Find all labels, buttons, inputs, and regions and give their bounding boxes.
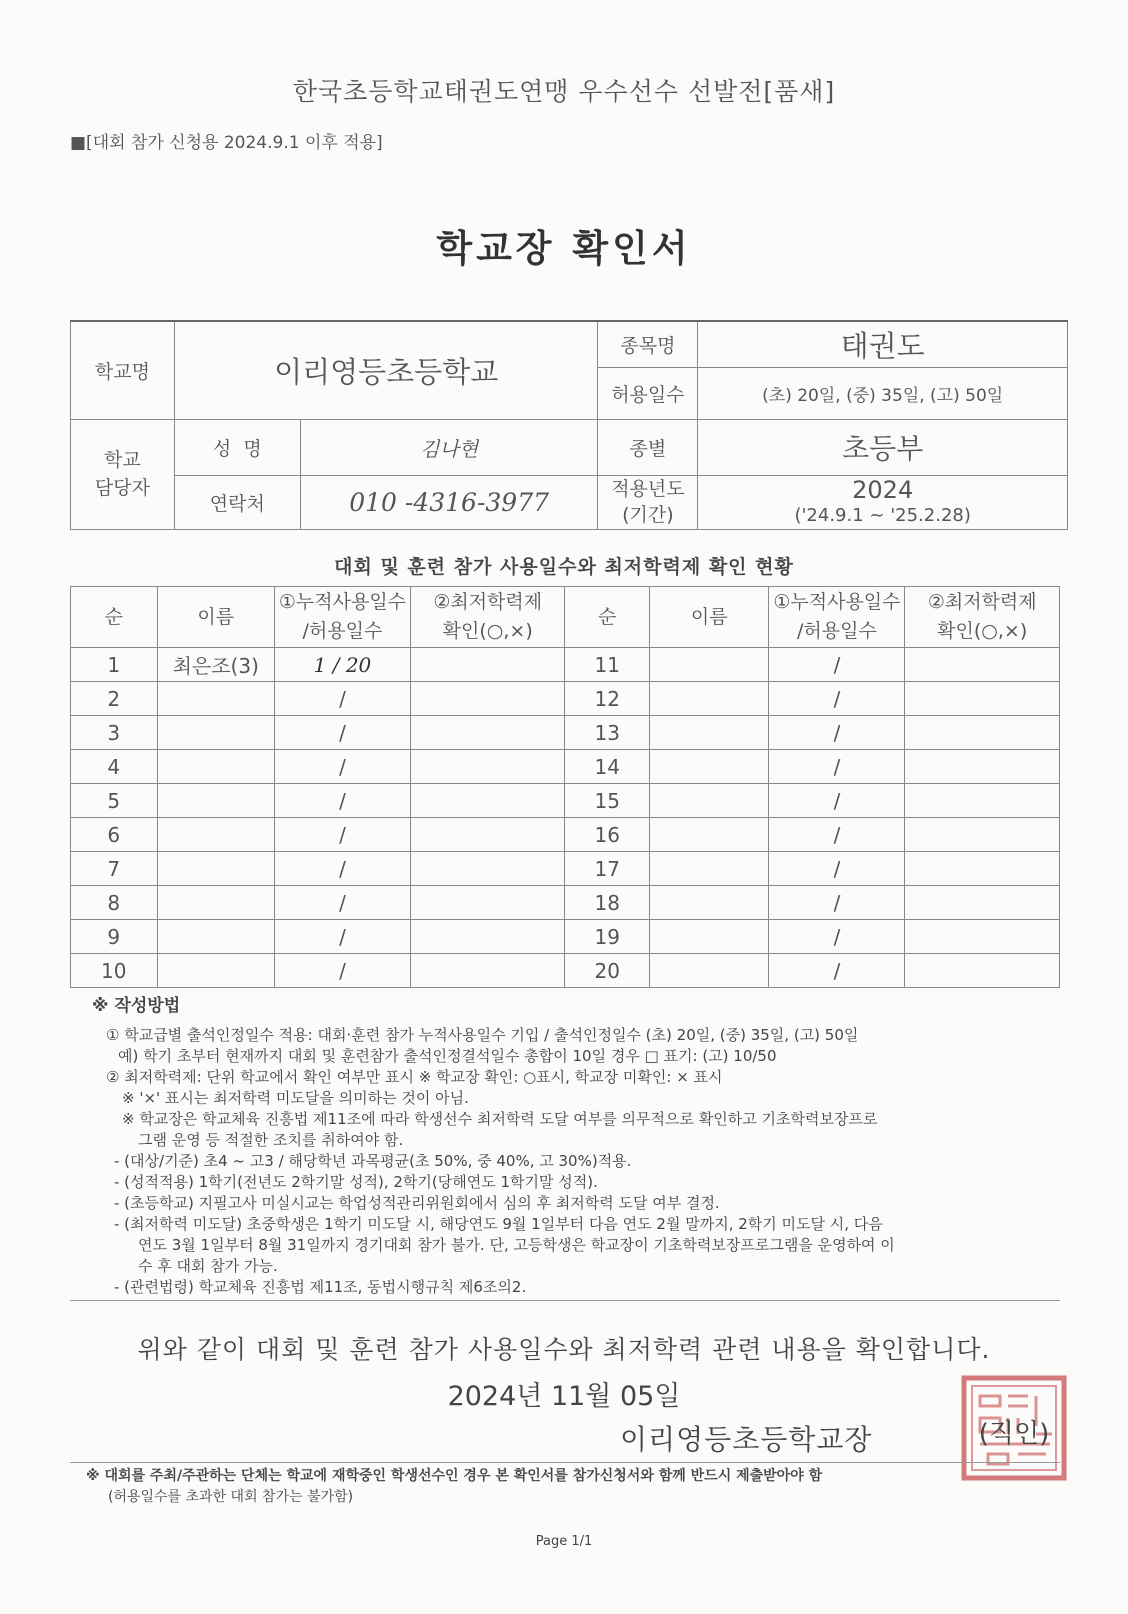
allowed-days-label: 허용일수 bbox=[598, 367, 698, 419]
name-value: 김나현 bbox=[300, 419, 598, 475]
year-value: 2024 bbox=[852, 476, 914, 504]
confirm-text: 위와 같이 대회 및 훈련 참가 사용일수와 최저학력 관련 내용을 확인합니다. bbox=[137, 1335, 991, 1364]
academic-check bbox=[410, 852, 565, 886]
academic-check bbox=[905, 716, 1060, 750]
student-name bbox=[649, 750, 769, 784]
notes-lines bbox=[92, 1025, 992, 1298]
used-days: / bbox=[274, 682, 410, 716]
note-line: 예) 학기 초부터 현재까지 대회 및 훈련참가 출석인정결석일수 총합이 10일 경우 □ 표기: (고) 10/50 bbox=[118, 1047, 777, 1065]
header-days: ①누적사용일수 /허용일수 bbox=[769, 587, 905, 648]
academic-check bbox=[905, 784, 1060, 818]
date-text: 2024년 11월 05일 bbox=[447, 1381, 681, 1412]
used-days: / bbox=[769, 716, 905, 750]
student-name bbox=[649, 716, 769, 750]
academic-check bbox=[410, 648, 565, 682]
student-name bbox=[157, 682, 274, 716]
header-check: ②최저학력제 확인(○,×) bbox=[410, 587, 565, 648]
table-row bbox=[71, 784, 1060, 818]
note-line: ※ '×' 표시는 최저학력 미도달을 의미하는 것이 아님. bbox=[122, 1089, 469, 1107]
row-number: 10 bbox=[71, 954, 158, 988]
academic-check bbox=[905, 954, 1060, 988]
note-line: - (관련법령) 학교체육 진흥법 제11조, 동법시행규칙 제6조의2. bbox=[114, 1278, 527, 1296]
page-number: Page 1/1 bbox=[535, 1534, 593, 1549]
org-title: 한국초등학교태권도연맹 우수선수 선발전[품새] bbox=[292, 77, 836, 106]
table-row bbox=[71, 716, 1060, 750]
row-number: 9 bbox=[71, 920, 158, 954]
used-days: / bbox=[769, 682, 905, 716]
row-number: 3 bbox=[71, 716, 158, 750]
manager-label: 학교 담당자 bbox=[71, 419, 175, 529]
used-days: / bbox=[274, 954, 410, 988]
used-days: / bbox=[274, 818, 410, 852]
header-no: 순 bbox=[71, 587, 158, 648]
name-label: 성 명 bbox=[174, 419, 300, 475]
row-number: 11 bbox=[565, 648, 649, 682]
student-name bbox=[157, 716, 274, 750]
principal-name: 이리영등초등학교장 bbox=[620, 1423, 873, 1456]
school-value: 이리영등초등학교 bbox=[174, 321, 598, 419]
subtitle: ■[대회 참가 신청용 2024.9.1 이후 적용] bbox=[70, 133, 383, 153]
note-line: - (성적적용) 1학기(전년도 2학기말 성적), 2학기(당해연도 1학기말 성적). bbox=[114, 1173, 598, 1191]
usage-table bbox=[70, 586, 1060, 988]
allowed-days-value: (초) 20일, (중) 35일, (고) 50일 bbox=[698, 367, 1068, 419]
table-row bbox=[71, 920, 1060, 954]
used-days: / bbox=[274, 920, 410, 954]
table-header-row bbox=[71, 587, 1060, 648]
used-days: / bbox=[769, 886, 905, 920]
academic-check bbox=[905, 818, 1060, 852]
student-name bbox=[649, 852, 769, 886]
header-check: ②최저학력제 확인(○,×) bbox=[905, 587, 1060, 648]
school-label: 학교명 bbox=[71, 321, 175, 419]
academic-check bbox=[410, 784, 565, 818]
year-period: ('24.9.1 ~ '25.2.28) bbox=[794, 505, 971, 526]
student-name bbox=[157, 920, 274, 954]
academic-check bbox=[410, 750, 565, 784]
academic-check bbox=[410, 716, 565, 750]
used-days: 1 / 20 bbox=[274, 648, 410, 682]
used-days: / bbox=[769, 954, 905, 988]
row-number: 20 bbox=[565, 954, 649, 988]
header-name: 이름 bbox=[157, 587, 274, 648]
student-name bbox=[157, 886, 274, 920]
table-row bbox=[71, 750, 1060, 784]
student-name bbox=[649, 920, 769, 954]
note-line: 그램 운영 등 적절한 조치를 취하여야 함. bbox=[138, 1131, 404, 1149]
academic-check bbox=[905, 682, 1060, 716]
used-days: / bbox=[274, 852, 410, 886]
event-label: 종목명 bbox=[598, 321, 698, 367]
academic-check bbox=[905, 852, 1060, 886]
student-name bbox=[649, 682, 769, 716]
student-name bbox=[649, 886, 769, 920]
note-line: ※ 학교장은 학교체육 진흥법 제11조에 따라 학생선수 최저학력 도달 여부를 의무적으로 확인하고 기초학력보장프로 bbox=[122, 1110, 878, 1128]
row-number: 18 bbox=[565, 886, 649, 920]
used-days: / bbox=[769, 750, 905, 784]
used-days: / bbox=[274, 750, 410, 784]
divider bbox=[70, 1300, 1060, 1301]
contact-label: 연락처 bbox=[174, 475, 300, 529]
note-line: - (초등학교) 지필고사 미실시교는 학업성적관리위원회에서 심의 후 최저학력 도달 여부 결정. bbox=[114, 1194, 720, 1212]
academic-check bbox=[410, 682, 565, 716]
document-title: 학교장 확인서 bbox=[436, 227, 692, 270]
academic-check bbox=[410, 886, 565, 920]
row-number: 6 bbox=[71, 818, 158, 852]
row-number: 12 bbox=[565, 682, 649, 716]
student-name bbox=[157, 784, 274, 818]
student-name bbox=[649, 818, 769, 852]
note-line: ① 학교급별 출석인정일수 적용: 대회·훈련 참가 누적사용일수 기입 / 출석인정일수 (초) 20일, (중) 35일, (고) 50일 bbox=[106, 1026, 859, 1044]
student-name bbox=[649, 954, 769, 988]
table-row bbox=[71, 648, 1060, 682]
note-line: ② 최저학력제: 단위 학교에서 확인 여부만 표시 ※ 학교장 확인: ○표시, 학교장 미확인: × 표시 bbox=[106, 1068, 723, 1086]
header-name: 이름 bbox=[649, 587, 769, 648]
row-number: 14 bbox=[565, 750, 649, 784]
academic-check bbox=[410, 954, 565, 988]
division-label: 종별 bbox=[598, 419, 698, 475]
student-name bbox=[649, 648, 769, 682]
academic-check bbox=[410, 920, 565, 954]
student-name bbox=[157, 750, 274, 784]
used-days: / bbox=[274, 716, 410, 750]
note-line: 연도 3월 1일부터 8월 31일까지 경기대회 참가 불가. 단, 고등학생은 학교장이 기초학력보장프로그램을 운영하여 이 bbox=[138, 1236, 895, 1254]
student-name: 최은조(3) bbox=[157, 648, 274, 682]
row-number: 19 bbox=[565, 920, 649, 954]
student-name bbox=[157, 852, 274, 886]
table-row bbox=[71, 886, 1060, 920]
divider bbox=[70, 1462, 1060, 1463]
seal-label: (직인) bbox=[978, 1419, 1050, 1449]
event-value: 태권도 bbox=[698, 321, 1068, 367]
student-name bbox=[157, 954, 274, 988]
header-no: 순 bbox=[565, 587, 649, 648]
academic-check bbox=[905, 886, 1060, 920]
writing-instructions bbox=[92, 996, 992, 1298]
row-number: 2 bbox=[71, 682, 158, 716]
student-name bbox=[157, 818, 274, 852]
used-days: / bbox=[769, 784, 905, 818]
row-number: 8 bbox=[71, 886, 158, 920]
used-days: / bbox=[769, 920, 905, 954]
row-number: 15 bbox=[565, 784, 649, 818]
table-row bbox=[71, 818, 1060, 852]
row-number: 1 bbox=[71, 648, 158, 682]
table-row bbox=[71, 954, 1060, 988]
used-days: / bbox=[274, 886, 410, 920]
division-value: 초등부 bbox=[698, 419, 1068, 475]
student-name bbox=[649, 784, 769, 818]
used-days: / bbox=[769, 648, 905, 682]
notes-title: ※ 작성방법 bbox=[92, 996, 181, 1016]
academic-check bbox=[905, 648, 1060, 682]
info-table bbox=[70, 320, 1068, 530]
footnote bbox=[86, 1466, 1046, 1508]
footnote-line: ※ 대회를 주최/주관하는 단체는 학교에 재학중인 학생선수인 경우 본 확인서를 참가신청서와 함께 반드시 제출받아야 함 bbox=[86, 1468, 823, 1484]
academic-check bbox=[905, 920, 1060, 954]
footnote-line: (허용일수를 초과한 대회 참가는 불가함) bbox=[108, 1489, 354, 1505]
used-days: / bbox=[274, 784, 410, 818]
used-days: / bbox=[769, 818, 905, 852]
row-number: 7 bbox=[71, 852, 158, 886]
row-number: 4 bbox=[71, 750, 158, 784]
academic-check bbox=[410, 818, 565, 852]
note-line: 수 후 대회 참가 가능. bbox=[138, 1257, 278, 1275]
table-row bbox=[71, 682, 1060, 716]
academic-check bbox=[905, 750, 1060, 784]
note-line: - (대상/기준) 초4 ~ 고3 / 해당학년 과목평균(초 50%, 중 40%, 고 30%)적용. bbox=[114, 1152, 632, 1170]
row-number: 17 bbox=[565, 852, 649, 886]
year-label: 적용년도 (기간) bbox=[598, 475, 698, 529]
used-days: / bbox=[769, 852, 905, 886]
note-line: - (최저학력 미도달) 초중학생은 1학기 미도달 시, 해당연도 9월 1일부터 다음 연도 2월 말까지, 2학기 미도달 시, 다음 bbox=[114, 1215, 883, 1233]
row-number: 5 bbox=[71, 784, 158, 818]
row-number: 16 bbox=[565, 818, 649, 852]
section-title: 대회 및 훈련 참가 사용일수와 최저학력제 확인 현황 bbox=[334, 556, 794, 578]
header-days: ①누적사용일수 /허용일수 bbox=[274, 587, 410, 648]
year-cell bbox=[698, 475, 1068, 529]
table-row bbox=[71, 852, 1060, 886]
contact-value: 010 -4316-3977 bbox=[300, 475, 598, 529]
row-number: 13 bbox=[565, 716, 649, 750]
